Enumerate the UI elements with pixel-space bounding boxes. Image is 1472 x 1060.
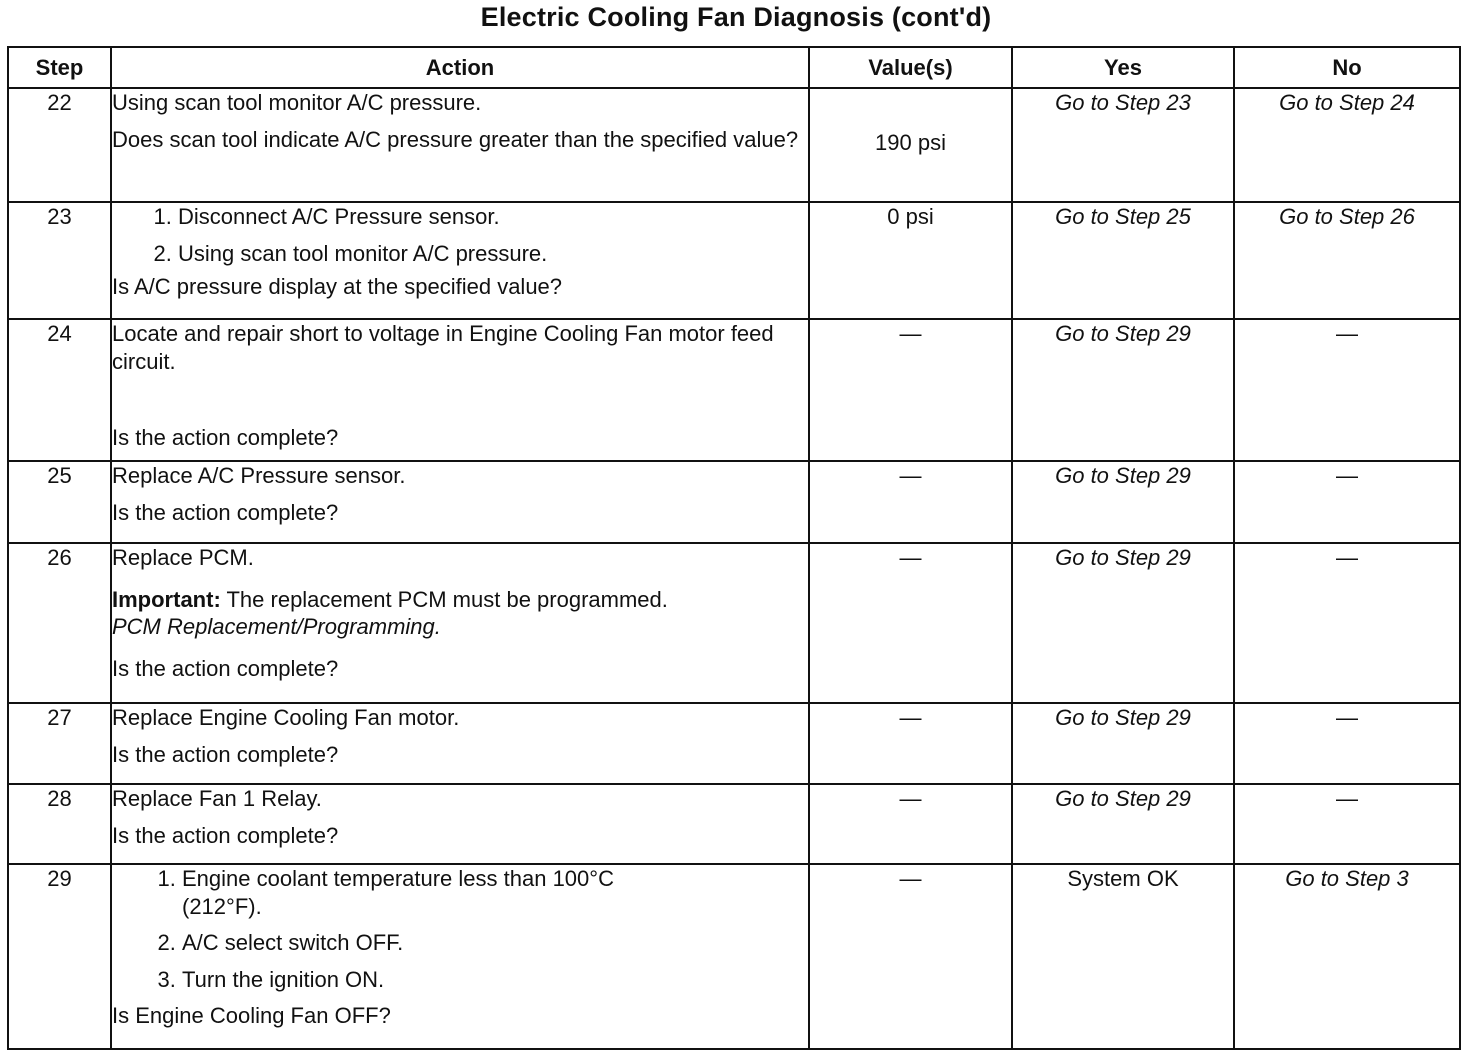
action-cell (111, 864, 809, 1049)
action-list-item: 1. Engine coolant temperature less than 100°C (212°F). (182, 865, 622, 920)
no-cell: Go to Step 26 (1234, 202, 1460, 319)
table-row (8, 202, 1460, 319)
yes-cell: System OK (1012, 864, 1234, 1049)
header-row (8, 47, 1460, 88)
yes-cell: Go to Step 29 (1012, 319, 1234, 461)
page-title: Electric Cooling Fan Diagnosis (cont'd) (480, 2, 992, 32)
table-row (8, 784, 1460, 864)
value-cell: — (809, 461, 1012, 543)
action-cell (111, 784, 809, 864)
action-text: Using scan tool monitor A/C pressure. (112, 90, 482, 115)
header-values: Value(s) (809, 47, 1012, 88)
step-number: 23 (8, 202, 111, 319)
yes-cell: Go to Step 29 (1012, 461, 1234, 543)
step-number: 28 (8, 784, 111, 864)
no-cell: — (1234, 461, 1460, 543)
action-cell (111, 703, 809, 784)
step-number: 24 (8, 319, 111, 461)
action-list-item: 3. Turn the ignition ON. (182, 966, 808, 994)
action-text: Replace Fan 1 Relay. (112, 786, 322, 811)
action-text: Locate and repair short to voltage in Engine Cooling Fan motor feed circuit. (112, 321, 774, 374)
yes-cell: Go to Step 29 (1012, 784, 1234, 864)
action-text: Replace PCM. (112, 545, 254, 570)
yes-cell: Go to Step 25 (1012, 202, 1234, 319)
header-action: Action (111, 47, 809, 88)
important-text: The replacement PCM must be programmed. (220, 586, 668, 612)
table-row (8, 864, 1460, 1049)
value-cell: — (809, 543, 1012, 703)
header-no: No (1234, 47, 1460, 88)
action-question: Does scan tool indicate A/C pressure greater than the specified value? (112, 126, 799, 152)
yes-cell: Go to Step 29 (1012, 703, 1234, 784)
yes-cell: Go to Step 23 (1012, 88, 1234, 202)
action-cell (111, 319, 809, 461)
action-cell (111, 543, 809, 703)
header-yes: Yes (1012, 47, 1234, 88)
step-number: 22 (8, 88, 111, 202)
action-question: Is A/C pressure display at the specified value? (112, 274, 563, 299)
value-cell: — (809, 703, 1012, 784)
value-cell: — (809, 784, 1012, 864)
yes-cell: Go to Step 29 (1012, 543, 1234, 703)
action-question: Is the action complete? (112, 499, 339, 525)
table-row (8, 319, 1460, 461)
step-number: 29 (8, 864, 111, 1049)
no-cell: — (1234, 543, 1460, 703)
no-cell: Go to Step 24 (1234, 88, 1460, 202)
step-number: 27 (8, 703, 111, 784)
reference-link: PCM Replacement/Programming. (112, 614, 441, 639)
action-text: Replace Engine Cooling Fan motor. (112, 705, 460, 730)
important-note (112, 586, 808, 641)
action-text: Replace A/C Pressure sensor. (112, 463, 406, 488)
action-list-item: 2. A/C select switch OFF. (182, 929, 808, 957)
action-question: Is the action complete? (112, 425, 339, 450)
action-list-item: 1. Disconnect A/C Pressure sensor. (178, 203, 808, 231)
step-number: 26 (8, 543, 111, 703)
table-row (8, 543, 1460, 703)
table-row (8, 703, 1460, 784)
no-cell: Go to Step 3 (1234, 864, 1460, 1049)
important-label: Important: (112, 586, 221, 612)
action-question: Is the action complete? (112, 655, 339, 681)
action-question: Is the action complete? (112, 822, 339, 848)
action-list-item: 2. Using scan tool monitor A/C pressure. (178, 240, 808, 268)
value-cell: — (809, 319, 1012, 461)
no-cell: — (1234, 319, 1460, 461)
header-step: Step (8, 47, 111, 88)
no-cell: — (1234, 703, 1460, 784)
action-cell (111, 88, 809, 202)
action-question: Is the action complete? (112, 741, 339, 767)
value-cell: 0 psi (809, 202, 1012, 319)
table-row (8, 88, 1460, 202)
no-cell: — (1234, 784, 1460, 864)
action-question: Is Engine Cooling Fan OFF? (112, 1003, 391, 1028)
step-number: 25 (8, 461, 111, 543)
action-cell (111, 461, 809, 543)
diagnosis-table (7, 46, 1461, 1050)
table-row (8, 461, 1460, 543)
value-cell: 190 psi (809, 88, 1012, 202)
action-cell (111, 202, 809, 319)
value-cell: — (809, 864, 1012, 1049)
